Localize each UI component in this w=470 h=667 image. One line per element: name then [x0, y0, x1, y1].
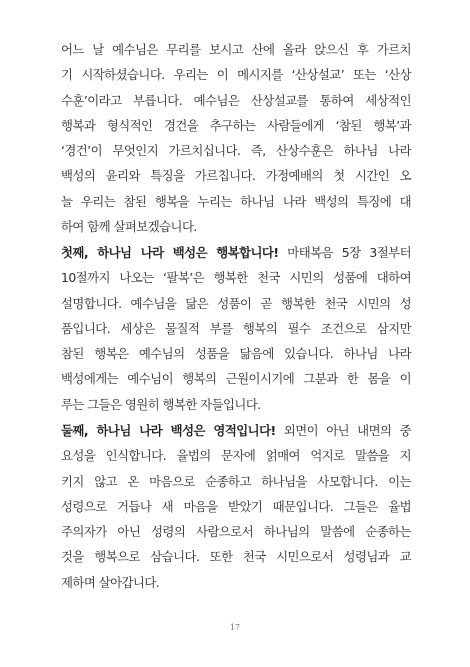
text-line	[61, 240, 411, 265]
text-run: 마태복음 5장 3절부터	[278, 245, 411, 260]
text-line	[61, 418, 411, 443]
text-line: 백성에게는 예수님이 행복의 근원이시기에 그분과 한 몸을 이	[61, 371, 411, 387]
text-line: 수훈’이라고 부릅니다. 예수님은 산상설교를 통하여 세상적인	[61, 92, 411, 108]
text-line: ‘경건’이 무엇인지 가르치십니다. 즉, 산상수훈은 하나님 나라	[61, 143, 411, 159]
text-line: 어느 날 예수님은 무리를 보시고 산에 올라 앉으신 후 가르치	[61, 42, 411, 57]
text-line: 설명합니다. 예수님을 닮은 성품이 곧 행복한 천국 시민의 성	[61, 295, 411, 311]
text-line: 루는 그들은 영원히 행복한 자들입니다.	[61, 396, 261, 412]
text-line: 하여 함께 살펴보겠습니다.	[61, 219, 197, 235]
text-line: 행복과 형식적인 경건을 추구하는 사람들에게 ‘참된 행복’과	[61, 117, 411, 133]
first-point-heading: 첫째, 하나님 나라 백성은 행복합니다!	[61, 245, 279, 260]
text-line: 성령으로 거듭나 새 마음을 받았기 때문입니다. 그들은 율법	[61, 498, 411, 514]
text-line: 주의자가 아닌 성령의 사람으로서 하나님의 말씀에 순종하는	[61, 524, 411, 540]
text-line: 품입니다. 세상은 물질적 부를 행복의 필수 조건으로 삼지만	[61, 320, 411, 336]
text-line: 참된 행복은 예수님의 성품을 닮음에 있습니다. 하나님 나라	[61, 346, 411, 362]
text-line: 키지 않고 온 마음으로 순종하고 하나님을 사모합니다. 이는	[61, 473, 411, 489]
text-line: 백성의 윤리와 특징을 가르칩니다. 가정예배의 첫 시간인 오	[61, 168, 411, 184]
text-line: 제하며 살아갑니다.	[61, 574, 160, 590]
second-point-heading: 둘째, 하나님 나라 백성은 영적입니다!	[61, 423, 276, 438]
text-run: 외면이 아닌 내면의 중	[275, 423, 411, 438]
first-point-paragraph	[61, 240, 411, 417]
text-line: 10절까지 나오는 ‘팔복’은 행복한 천국 시민의 성품에 대하여	[61, 270, 411, 286]
text-line: 늘 우리는 참된 행복을 누리는 하나님 나라 백성의 특징에 대	[61, 193, 411, 209]
intro-paragraph	[61, 37, 411, 239]
text-line: 것을 행복으로 삼습니다. 또한 천국 시민으로서 성령님과 교	[61, 549, 411, 565]
page-number: 17	[229, 623, 241, 632]
text-line: 기 시작하셨습니다. 우리는 이 메시지를 ‘산상설교’ 또는 ‘산상	[61, 67, 411, 83]
text-line: 요성을 인식합니다. 율법의 문자에 얽매여 억지로 말씀을 지	[61, 448, 411, 464]
second-point-paragraph	[61, 418, 411, 595]
